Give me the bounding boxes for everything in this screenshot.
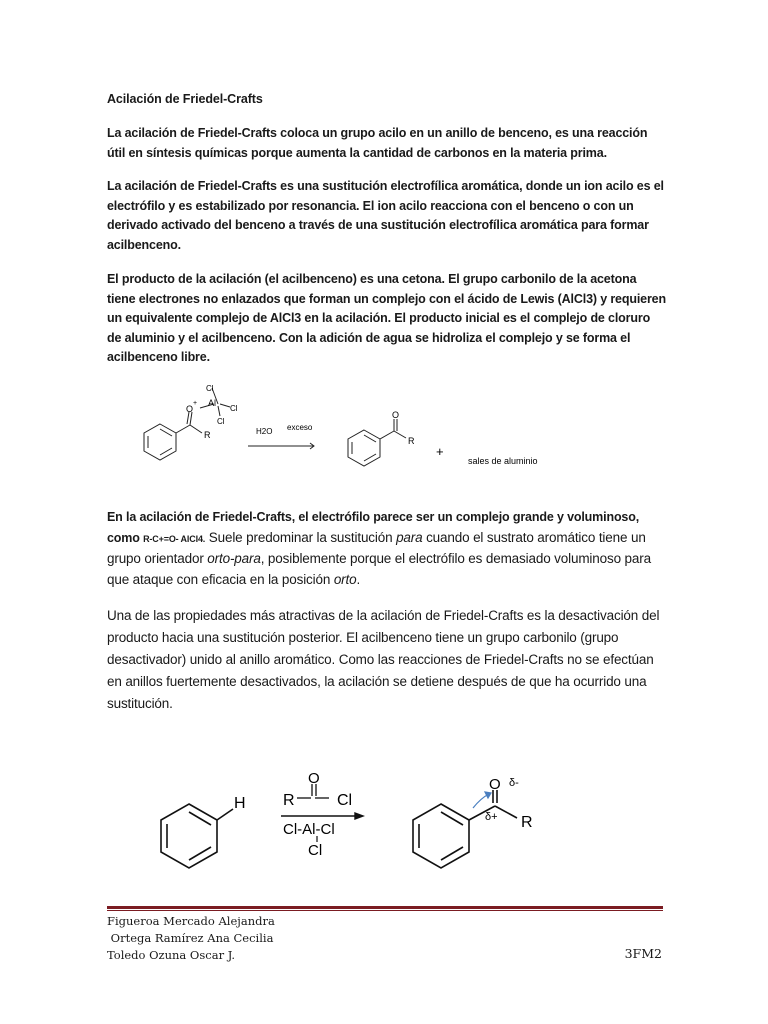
paragraph-electrophile bbox=[107, 508, 667, 590]
p4-text-a: En la acilación de Friedel-Crafts, el electrófilo parece ser un complejo grande y voluminoso, como bbox=[107, 510, 640, 545]
reagent-excess: exceso bbox=[287, 423, 313, 432]
electrophile-formula: R-C+=O- AlCl4. bbox=[143, 533, 206, 544]
paragraph-mechanism: La acilación de Friedel-Crafts es una sustitución electrofílica aromática, donde un ion acilo es el electrófilo y es estabilizado por resonancia. El ion acilo reacciona con el benceno o con un derivado activado del benceno a través de una sustitución electrofílica aromática para formar acilbenceno. bbox=[107, 179, 664, 252]
acyl-cl: Cl bbox=[337, 792, 353, 809]
ketone-o: O bbox=[392, 410, 400, 420]
chloride-right: Cl bbox=[230, 404, 238, 413]
main-arrow bbox=[281, 813, 363, 819]
p4-text-b: Suele predominar la sustitución bbox=[205, 529, 397, 545]
oxonium-o: O bbox=[186, 404, 194, 414]
italic-para: para bbox=[396, 529, 423, 545]
r-group-product: R bbox=[408, 436, 415, 446]
benzene-ring-product bbox=[348, 419, 406, 466]
plus-sign: + bbox=[436, 444, 444, 459]
author-3: Toledo Ozuna Oscar J. bbox=[107, 948, 236, 962]
r-group-complex: R bbox=[204, 430, 211, 440]
paragraph-product: El producto de la acilación (el acilbenceno) es una cetona. El grupo carbonilo de la acetona tiene electrones no enlazados que forman un complejo con el ácido de Lewis (AlCl3) y requieren un equivalente complejo de AlCl3 en la acilación. El producto inicial es el complejo de cloruro de aluminio y el acilbenceno. Con la adición de agua se hidroliza el complejo y se forma el acilbenceno libre. bbox=[107, 272, 666, 364]
hydrolysis-scheme bbox=[130, 382, 570, 490]
electron-shift-arrow bbox=[473, 792, 491, 808]
paragraph-intro: La acilación de Friedel-Crafts coloca un grupo acilo en un anillo de benceno, es una reacción útil en síntesis químicas porque aumenta la cantidad de carbonos en la materia prima. bbox=[107, 126, 648, 160]
acylation-scheme bbox=[155, 768, 575, 878]
reaction-arrow bbox=[248, 443, 314, 449]
catalyst-label: Cl-Al-Cl bbox=[283, 821, 335, 838]
catalyst-cl-bottom: Cl bbox=[308, 842, 323, 859]
italic-orto-para: orto-para bbox=[207, 551, 261, 566]
p4-text-c: cuando el sustrato aromático tiene un grupo orientador bbox=[107, 529, 646, 566]
document-title: Acilación de Friedel-Crafts bbox=[107, 92, 263, 106]
chloride-bottom: Cl bbox=[217, 417, 225, 426]
byproduct-label: sales de aluminio bbox=[468, 456, 538, 466]
acyl-r: R bbox=[283, 792, 295, 809]
benzene-reactant bbox=[161, 804, 233, 868]
delta-plus: δ+ bbox=[485, 811, 498, 823]
delta-minus: δ- bbox=[509, 777, 519, 789]
product-o: O bbox=[489, 776, 501, 793]
benzene-product bbox=[413, 790, 517, 868]
aluminum-label: Al bbox=[208, 398, 217, 408]
p4-text-d: , posiblemente porque el electrófilo es demasiado voluminoso para que ataque con eficacia en la posición bbox=[107, 551, 651, 587]
plus-charge: + bbox=[193, 400, 198, 407]
group-code: 3FM2 bbox=[624, 946, 662, 961]
chloride-top: Cl bbox=[206, 384, 214, 393]
reagent-water: H2O bbox=[256, 427, 273, 436]
author-1: Figueroa Mercado Alejandra bbox=[107, 914, 275, 928]
italic-orto: orto bbox=[333, 571, 357, 587]
authors-block bbox=[107, 913, 275, 964]
footer-rule-thick bbox=[107, 906, 663, 909]
product-r: R bbox=[521, 814, 533, 831]
hydrogen-label: H bbox=[234, 795, 246, 812]
footer-rule-thin bbox=[107, 910, 663, 911]
p4-text-e: . bbox=[356, 571, 361, 587]
acyl-o: O bbox=[308, 770, 320, 787]
paragraph-deactivation: Una de las propiedades más atractivas de la acilación de Friedel-Crafts es la desactivación del producto hacia una sustitución posterior. El acilbenceno tiene un grupo carbonilo (grupo desactivador) unido al anillo aromático. Como las reacciones de Friedel-Crafts no se efectúan en anillos fuertemente desactivados, la acilación se detiene después de que ha ocurrido una sustitución. bbox=[107, 608, 660, 711]
author-2: Ortega Ramírez Ana Cecilia bbox=[107, 931, 274, 945]
